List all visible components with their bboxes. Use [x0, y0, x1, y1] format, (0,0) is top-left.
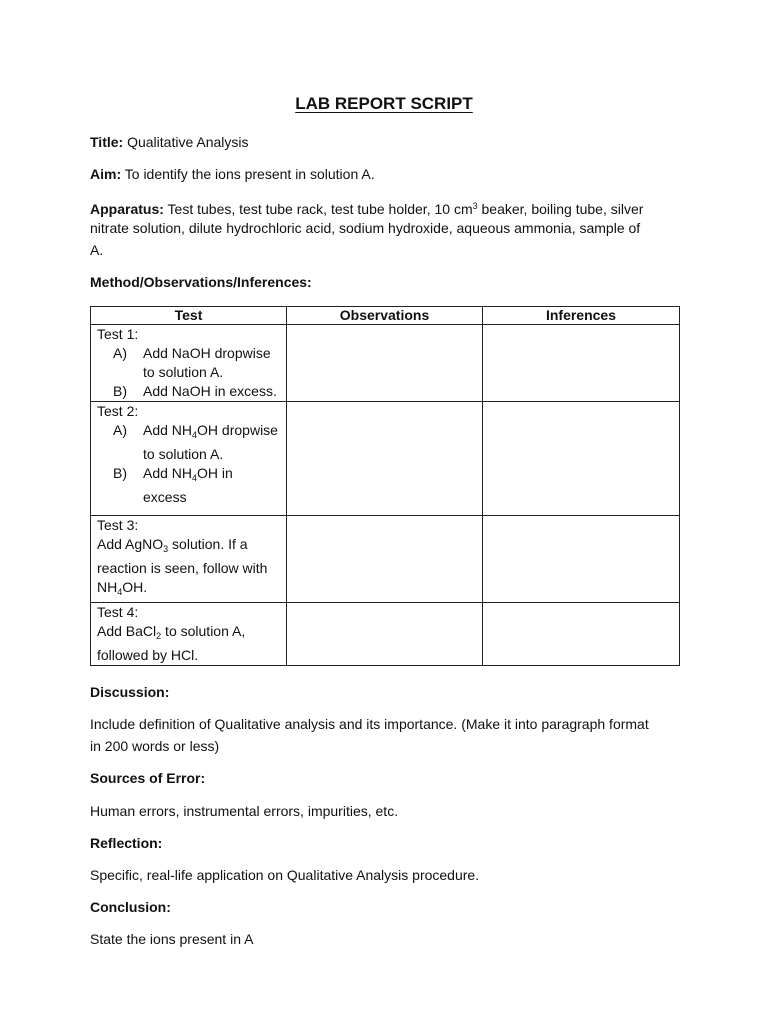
step-label: B): [113, 465, 127, 481]
test-2-observations-cell: [287, 402, 483, 516]
header-test: Test: [91, 307, 287, 325]
test-2-step-a: [97, 421, 280, 464]
test-1-inferences-cell: [483, 325, 680, 402]
test-2-inferences-cell: [483, 402, 680, 516]
discussion-heading: Discussion:: [90, 684, 170, 700]
step-text-pre: Add NH: [143, 422, 193, 438]
step-text-post: OH dropwise to solution A.: [143, 422, 278, 462]
apparatus-line-2: nitrate solution, dilute hydrochloric acid, sodium hydroxide, aqueous ammonia, sample of: [90, 220, 641, 236]
discussion-line-1: Include definition of Qualitative analysis and its importance. (Make it into paragraph format: [90, 716, 649, 732]
test-1-step-b: [97, 382, 280, 401]
subscript: 3: [163, 544, 169, 554]
test-3-text-post: OH.: [122, 579, 148, 595]
test-4-cell: [91, 603, 287, 666]
aim-value: To identify the ions present in solution A.: [124, 166, 375, 182]
step-text: [143, 421, 280, 464]
conclusion-text: State the ions present in A: [90, 931, 254, 947]
step-label: A): [113, 345, 127, 361]
apparatus-line-3: A.: [90, 242, 104, 258]
conclusion-heading: Conclusion:: [90, 899, 171, 915]
test-3-inferences-cell: [483, 516, 680, 603]
test-4-inferences-cell: [483, 603, 680, 666]
test-3-observations-cell: [287, 516, 483, 603]
test-4-text-post: to solution A, followed by HCl.: [97, 623, 246, 663]
step-text-post: OH in excess: [143, 465, 233, 505]
title-value: Qualitative Analysis: [127, 134, 249, 150]
test-1-cell: [91, 325, 287, 402]
method-table: [90, 306, 680, 666]
step-text: Add NaOH in excess.: [143, 383, 277, 399]
header-inferences: Inferences: [483, 307, 680, 325]
title-label: Title:: [90, 134, 124, 150]
apparatus-value-part2: beaker, boiling tube, silver: [477, 201, 644, 217]
table-row-test-3: [91, 516, 680, 603]
table-row-test-4: [91, 603, 680, 666]
test-3-text-mid: solution. If a reaction is seen, follow with NH: [97, 536, 268, 595]
test-4-text: [97, 622, 280, 665]
test-1-observations-cell: [287, 325, 483, 402]
test-1-step-a: [97, 344, 280, 382]
step-text: Add NaOH dropwise to solution A.: [143, 345, 271, 380]
aim-line: [90, 163, 680, 185]
test-3-cell: [91, 516, 287, 603]
test-4-title: Test 4:: [97, 604, 139, 620]
sources-of-error-text: Human errors, instrumental errors, impurities, etc.: [90, 803, 399, 819]
test-2-cell: [91, 402, 287, 516]
aim-label: Aim:: [90, 166, 122, 182]
header-observations: Observations: [287, 307, 483, 325]
test-3-text: [97, 535, 280, 602]
discussion-line-2: in 200 words or less): [90, 738, 220, 754]
apparatus-superscript: 3: [472, 201, 478, 211]
table-header-row: [91, 307, 680, 325]
step-label: B): [113, 383, 127, 399]
step-text: [143, 464, 280, 507]
reflection-text: Specific, real-life application on Qualitative Analysis procedure.: [90, 867, 480, 883]
subscript: 4: [192, 430, 198, 440]
subscript: 2: [156, 631, 162, 641]
title-line: [90, 131, 680, 153]
subscript: 4: [192, 473, 198, 483]
step-label: A): [113, 422, 127, 438]
test-4-observations-cell: [287, 603, 483, 666]
test-4-text-pre: Add BaCl: [97, 623, 157, 639]
subscript: 4: [117, 587, 123, 597]
method-heading: Method/Observations/Inferences:: [90, 274, 312, 290]
apparatus-value-part1: Test tubes, test tube rack, test tube holder, 10 cm: [167, 201, 473, 217]
test-3-title: Test 3:: [97, 517, 139, 533]
test-1-title: Test 1:: [97, 326, 139, 342]
step-text-pre: Add NH: [143, 465, 193, 481]
table-row-test-2: [91, 402, 680, 516]
document-title: LAB REPORT SCRIPT: [295, 94, 473, 113]
test-3-text-pre: Add AgNO: [97, 536, 164, 552]
table-row-test-1: [91, 325, 680, 402]
apparatus-label: Apparatus:: [90, 201, 164, 217]
reflection-heading: Reflection:: [90, 835, 163, 851]
sources-of-error-heading: Sources of Error:: [90, 770, 206, 786]
test-2-step-b: [97, 464, 280, 507]
test-2-title: Test 2:: [97, 403, 139, 419]
